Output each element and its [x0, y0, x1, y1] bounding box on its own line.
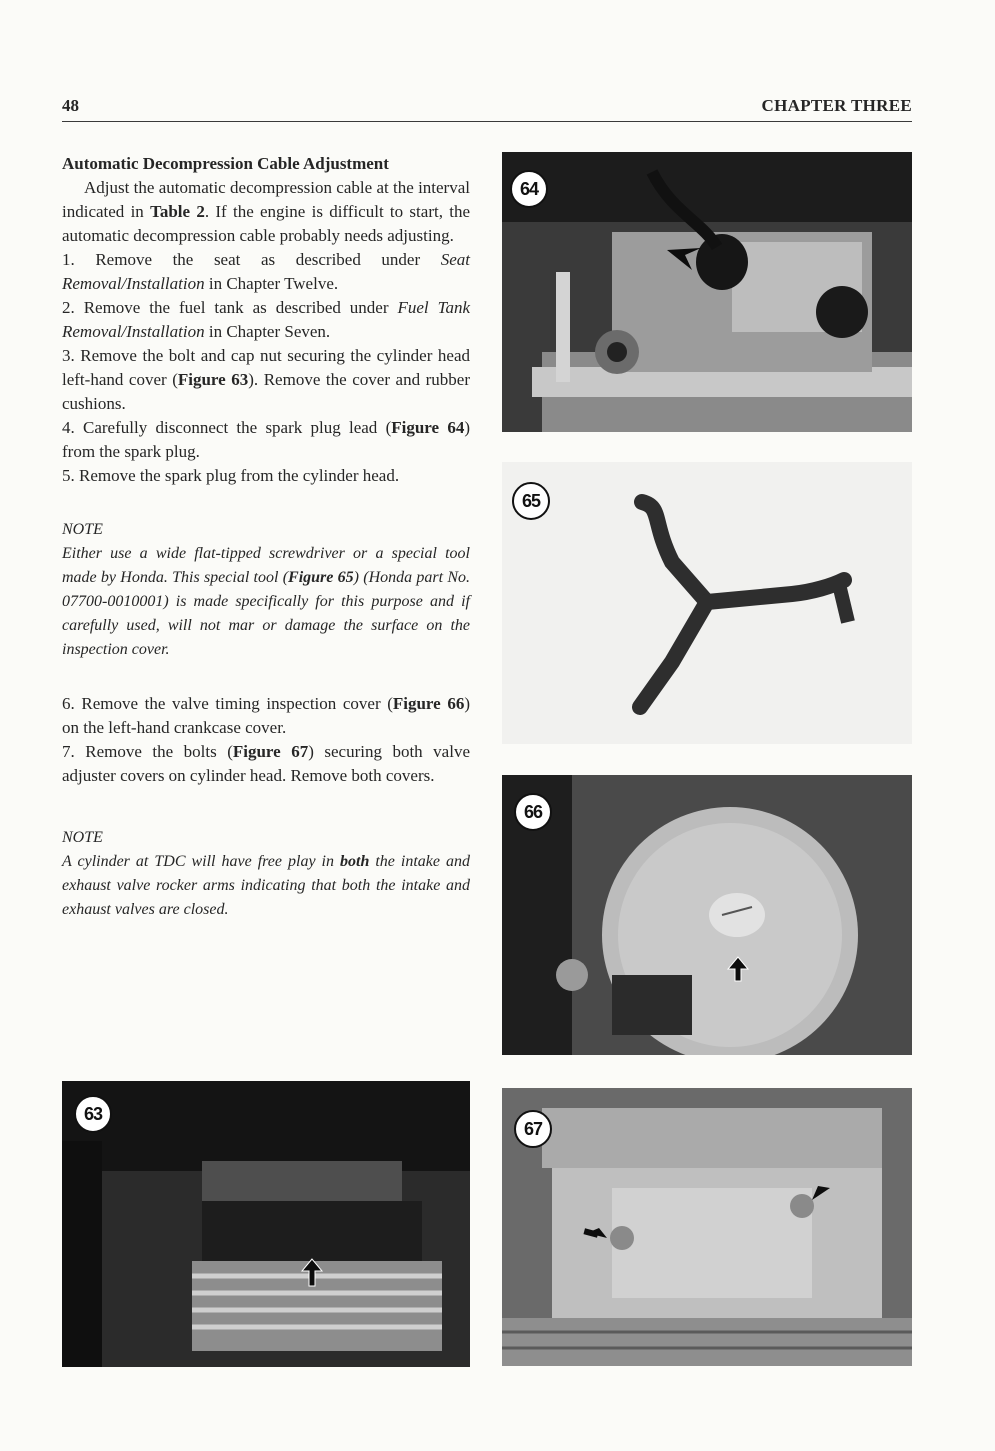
note-1-body: Either use a wide flat-tipped screwdriver or a special tool made by Honda. This special tool (Figure 65) (Honda part No. 07700-0010001) is made specifically for this purpose and if carefully used, will not mar or damage the surface on the inspection cover. [62, 545, 471, 658]
figure-67-number: 67 [514, 1110, 552, 1148]
step-6: 6. Remove the valve timing inspection cover (Figure 66) on the left-hand crankcase cover. [62, 694, 470, 737]
header-rule [62, 121, 912, 122]
figure-63-number: 63 [74, 1095, 112, 1133]
step-4: 4. Carefully disconnect the spark plug lead (Figure 64) from the spark plug. [62, 418, 471, 461]
note-2-label: NOTE [62, 829, 103, 846]
chapter-title: CHAPTER THREE [761, 96, 912, 115]
page-header [62, 96, 912, 122]
figure-66-number: 66 [514, 793, 552, 831]
figure-66-photo [502, 775, 912, 1055]
page-number: 48 [62, 96, 79, 115]
figure-63-photo [62, 1081, 470, 1367]
note-2-body: A cylinder at TDC will have free play in both the intake and exhaust valve rocker arms indicating that both the intake and exhaust valves are closed. [62, 853, 470, 918]
step-7: 7. Remove the bolts (Figure 67) securing both valve adjuster covers on cylinder head. Remove both covers. [62, 742, 470, 785]
step-5: 5. Remove the spark plug from the cylinder head. [62, 466, 400, 485]
text-column [62, 152, 470, 922]
section-title: Automatic Decompression Cable Adjustment [62, 154, 389, 173]
step-2: 2. Remove the fuel tank as described under Fuel Tank Removal/Installation in Chapter Seven. [62, 298, 471, 341]
step-1: 1. Remove the seat as described under Seat Removal/Installation in Chapter Twelve. [62, 250, 471, 293]
figure-64-photo [502, 152, 912, 432]
step-3: 3. Remove the bolt and cap nut securing the cylinder head left-hand cover (Figure 63). Remove the cover and rubber cushions. [62, 346, 470, 413]
note-1-label: NOTE [62, 521, 103, 538]
figure-65-photo [502, 462, 912, 744]
figure-67-photo [502, 1088, 912, 1366]
figure-65-number: 65 [512, 482, 550, 520]
intro-paragraph: Adjust the automatic decompression cable at the interval indicated in Table 2. If the engine is difficult to start, the automatic decompression cable probably needs adjusting. [62, 178, 470, 245]
figure-64-number: 64 [510, 170, 548, 208]
